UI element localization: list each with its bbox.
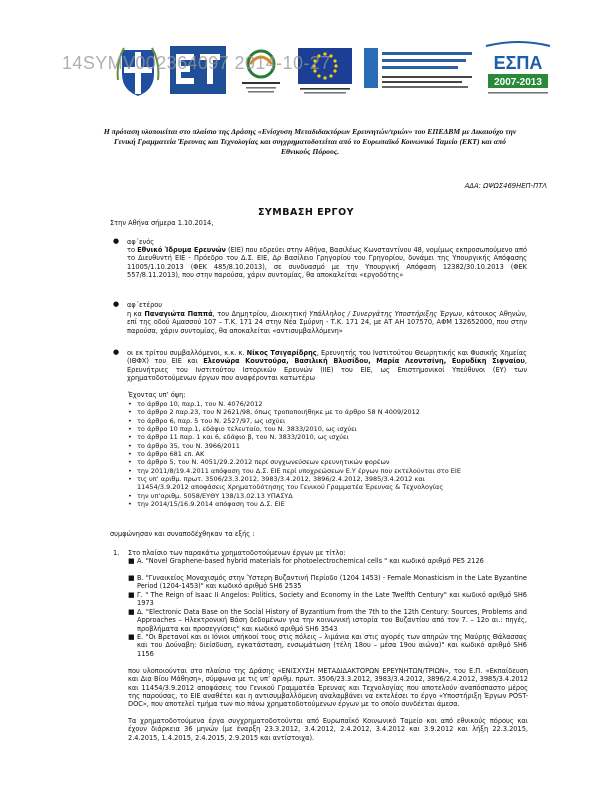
project-item bbox=[128, 574, 527, 591]
party-1-description: (ΕΙΕ) που εδρεύει στην Αθήνα, Βασιλέως Κωνσταντίνου 48, νομίμως εκπροσωπούμενο από το Διευθυντή ΕΙΕ - Πρόεδρο του Δ.Σ. ΕΙΕ, Δρ Βασίλειο Γρηγορίου του Γρηγορίου, δυνάμει της Υπουργικής Απόφασης 11005/1.10.2013 (ΦΕΚ 485/8.10.2013), σε συνδυασμό με την Υπουργική Απόφαση 12382/30.10.2013 (ΦΕΚ 557/8.11.2013), που στην παρούσα, χάριν συντομίας, θα αποκαλείται «εργοδότης» bbox=[127, 246, 527, 279]
regard-list-text: το άρθρο 6, παρ. 5 του Ν. 2527/97, ως ισχύει bbox=[137, 416, 286, 425]
intro-line: Στην Αθήνα σήμερα 1.10.2014, bbox=[110, 219, 214, 227]
bullet-icon: ■ bbox=[128, 633, 135, 641]
regard-list-item bbox=[128, 442, 528, 450]
regard-list-text: το άρθρο 681 επ. ΑΚ bbox=[137, 450, 205, 459]
article-1-number: 1. bbox=[113, 549, 120, 557]
bullet-icon: • bbox=[128, 475, 132, 484]
bullet-icon: • bbox=[128, 400, 132, 408]
project-item bbox=[128, 608, 527, 633]
project-item bbox=[128, 633, 527, 658]
regard-list-text: το άρθρο 10 παρ.1, εδάφιο τελευταίο, του Ν. 3833/2010, ως ισχύει bbox=[137, 425, 357, 434]
party-2-role: Διοικητική Υπάλληλος / Συνεργάτης Υποστήριξης Έργων bbox=[271, 310, 462, 318]
party-2-label: αφ΄ετέρου bbox=[127, 301, 163, 309]
funding-note: Η πρόταση υλοποιείται στο πλαίσιο της Δράσης «Ενίσχυση Μεταδιδακτόρων Ερευνητών/τριών» του ΕΠΕΔΒΜ με Δικαιούχο την Γενική Γραμματεία Έρευνας και Τεχνολογίας και συγχρηματοδοτείται από το Ευρωπαϊκό Κοινωνικό Ταμείο (ΕΚΤ) και από Εθνικούς Πόρους. bbox=[103, 127, 517, 156]
regard-list-item bbox=[128, 433, 528, 441]
bullet-icon: • bbox=[128, 450, 132, 459]
regard-list-text: το άρθρο 2 παρ.23, του Ν 2621/98, όπως τροποποιήθηκε με το άρθρο 58 Ν 4009/2012 bbox=[137, 408, 420, 417]
regard-list-item bbox=[128, 492, 528, 500]
bullet-party-3: ● bbox=[113, 348, 120, 356]
regard-list-item bbox=[128, 467, 528, 475]
party-1-label: αφ΄ενός bbox=[127, 238, 155, 246]
regard-list-text: το άρθρο 11 παρ. 1 και 6, εδάφιο β, του Ν. 3833/2010, ως ισχύει bbox=[137, 433, 349, 442]
party-3-text bbox=[127, 349, 527, 382]
project-item bbox=[128, 591, 527, 608]
party-3-names-2: Ελεονώρα Κουντούρα, Βασιλική Βλυσίδου, Μαρία Λεοντσίνη, Ευρυδίκη Σιφναίου bbox=[203, 357, 525, 366]
regard-list-text: το άρθρο 10, παρ.1, του Ν. 4076/2012 bbox=[137, 400, 263, 408]
party-2-description: , κάτοικος Αθηνών, επί της οδού Αμασσού 107 – Τ.Κ. 171 24 στην Νέα Σμύρνη - Τ.Κ. 171 24, με ΑΤ ΑΗ 107570, ΑΦΜ 132652000, που στην παρούσα, χάριν συντομίας, θα αποκαλείται «αντισυμβαλλόμενη» bbox=[127, 310, 527, 335]
svg-text:ΕΣΠΑ: ΕΣΠΑ bbox=[493, 53, 543, 73]
regard-list-item bbox=[128, 408, 528, 416]
regard-list-text: 11454/3.9.2012 αποφάσεις Χρηματοδότησης του Γενικού Γραμματέα Έρευνας & Τεχνολογίας bbox=[137, 483, 444, 492]
bullet-icon: • bbox=[128, 466, 132, 475]
party-1-prefix: το bbox=[127, 246, 138, 254]
regard-list-text: τις υπ’ αριθμ. πρωτ. 3506/23.3.2012, 3983/3.4.2012, 3896/2.4.2012, 3985/3.4.2012 και bbox=[137, 475, 425, 484]
bullet-icon: • bbox=[128, 458, 132, 467]
party-3-name-1: Νίκος Τσιγαρίδρης bbox=[246, 349, 317, 357]
regard-list-text: την υπ’αριθμ. 5058/ΕΥΘΥ 138/13.02.13 ΥΠΑΣΥΔ bbox=[137, 491, 293, 500]
regard-list-text: το άρθρο 35, του Ν. 3966/2011 bbox=[137, 441, 240, 450]
bullet-icon: • bbox=[128, 408, 132, 417]
regard-list-text: την 2014/15/16.9.2014 απόφαση του Δ.Σ. ΕΙΕ bbox=[137, 500, 285, 509]
regard-list-text: την 2011/8/19.4.2011 απόφαση του Δ.Σ. ΕΙΕ περί υποχρεώσεων Ε.Υ έργων που εκτελούνται στο ΕΙΕ bbox=[137, 466, 461, 475]
regard-list-item bbox=[128, 417, 528, 425]
party-1-text bbox=[127, 246, 527, 279]
document-id-watermark: 14SYMV002364097 2014-10-27 bbox=[62, 53, 331, 73]
party-2-prefix: η κα bbox=[127, 310, 145, 318]
regard-list-item bbox=[128, 475, 528, 483]
agree-line: συμφώνησαν και συναποδέχθηκαν τα εξής : bbox=[110, 530, 255, 538]
article-1-lead: Στο πλαίσιο των παρακάτω χρηματοδοτούμενων έργων με τίτλο: bbox=[128, 549, 346, 557]
bullet-icon: ■ bbox=[128, 608, 135, 616]
bullet-icon: ■ bbox=[128, 574, 135, 582]
project-d: Δ. "Electronic Data Base on the Social History of Byzantium from the 7th to the 12th Century: Sources, Problems and Approaches – Ηλεκτρονική Βάση δεδομένων για την κοινωνική ιστορία του Βυζαντίου από τον 7. – 12ο αι.: πηγές, προβλήματα και προσεγγίσεις" και κωδικό αριθμό SH6 3543 bbox=[137, 608, 527, 633]
regard-list-item bbox=[128, 450, 528, 458]
project-item bbox=[128, 557, 527, 565]
party-2-text bbox=[127, 310, 527, 335]
bullet-icon: • bbox=[128, 500, 132, 509]
project-e: Ε. "Οι Βρετανοί και οι Ιόνιοι υπήκοοί τους στις πόλεις – λιμάνια και στις αγορές των απηρών της Μαύρης Θάλασσας και του Δούναβη: διείσδυση, εγκατάσταση, ενσωμάτωση (τέλη 18ου – μέσα 19ου αιώνα)" και κωδικό αριθμό SH6 1156 bbox=[137, 633, 527, 658]
article-1-body-2: Τα χρηματοδοτούμενα έργα συγχρηματοδοτούνται από Ευρωπαϊκό Κοινωνικό Ταμείο και από εθνικούς πόρους και έχουν διάρκεια 36 μηνών (με έναρξη 23.3.2012, 3.4.2012, 2.4.2012, 3.4.2012 και 3.9.2012 και λήξη 22.3.2015, 2.4.2015, 1.4.2015, 2.4.2015, 2.9.2015 και αντίστοιχα). bbox=[128, 717, 528, 742]
bullet-icon: • bbox=[128, 425, 132, 434]
regard-list-item bbox=[128, 425, 528, 433]
party-1-name: Εθνικό Ίδρυμα Ερευνών bbox=[137, 246, 226, 254]
regard-list-item bbox=[128, 458, 528, 466]
party-3-description: , Ερευνήτριες του Ινστιτούτου Ιστορικών Ερευνών (ΙΙΕ) του ΕΙΕ, ως Επιστημονικοί Υπεύθυνοι (ΕΥ) των χρηματοδοτούμενων έργων που αναφέρονται κατωτέρω bbox=[127, 357, 527, 382]
bullet-icon: • bbox=[128, 433, 132, 442]
bullet-icon: • bbox=[128, 491, 132, 500]
party-2-mid: , του Δημητρίου, bbox=[212, 310, 272, 318]
bullet-party-2: ● bbox=[113, 300, 120, 308]
regard-list-item bbox=[128, 400, 528, 408]
svg-text:2007-2013: 2007-2013 bbox=[494, 77, 542, 88]
ada-code: ΑΔΑ: ΩΨΩΣ469ΗΕΠ-ΠΤΛ bbox=[464, 182, 547, 190]
espa-logo bbox=[482, 40, 554, 100]
bullet-icon: ■ bbox=[128, 591, 135, 599]
regard-list bbox=[128, 400, 528, 508]
party-2-name: Παναγιώτα Παππά bbox=[144, 310, 213, 318]
article-1-body: που υλοποιούνται στο πλαίσιο της Δράσης «ΕΝΙΣΧΥΣΗ ΜΕΤΑΔΙΔΑΚΤΟΡΩΝ ΕΡΕΥΝΗΤΩΝ/ΤΡΙΩΝ», του Ε.Π. «Εκπαίδευση και Δια Βίου Μάθηση», σύμφωνα με τις υπ’ αριθμ. πρωτ. 3506/23.3.2012, 3983/3.4.2012, 3896/2.4.2012, 3985/3.4.2012 και 11454/3.9.2012 αποφάσεις του Γενικού Γραμματέα Έρευνας και Τεχνολογίας που αποτελούν αναπόσπαστο μέρος της παρούσας, το ΕΙΕ αναθέτει και η αντισυμβαλλόμενη αναλαμβάνει να εκτελέσει το έργο «Υποστήριξη Έργων POST-DOC», που αποτελεί τμήμα των πιο πάνω χρηματοδοτούμενων έργων με το οποίο συνδέεται άμεσα. bbox=[128, 667, 528, 709]
regard-list-text: το άρθρο 5, του Ν. 4051/29.2.2012 περί συγχωνεύσεων ερευνητικών φορέων bbox=[137, 458, 390, 467]
project-b: Β. "Γυναικείος Μοναχισμός στην Ύστερη Βυζαντινή Περίοδο (1204 1453) - Female Monasticism in the Late Byzantine Period (1204-1453)" και κωδικό αριθμό SH6 2535 bbox=[137, 574, 527, 591]
bullet-icon: ■ bbox=[128, 557, 135, 565]
regard-list-item bbox=[128, 500, 528, 508]
regard-list-item bbox=[128, 483, 528, 491]
party-3-prefix: οι εκ τρίτου συμβαλλόμενοι, κ.κ. κ. bbox=[127, 349, 247, 357]
page-title: ΣΥΜΒΑΣΗ ΕΡΓΟΥ bbox=[257, 207, 355, 218]
project-a: Α. "Novel Graphene-based hybrid materials for photoelectrochemical cells " και κωδικό αριθμό PE5 2126 bbox=[137, 557, 484, 565]
party-3-mid: , Ερευνητής του Ινστιτούτου Θεωρητικής και Φυσικής Χημείας (ΙΘΦΧ) του ΕΙΕ και bbox=[127, 349, 527, 366]
regard-label: Έχοντας υπ’ όψη: bbox=[128, 391, 186, 399]
bullet-icon: • bbox=[128, 441, 132, 450]
project-c: Γ. " The Reign of Isaac II Angelos: Politics, Society and Economy in the Late Twelfth Century" και κωδικό αριθμό SH6 1973 bbox=[137, 591, 527, 608]
ministry-text-logo bbox=[364, 40, 474, 100]
bullet-icon: • bbox=[128, 416, 132, 425]
bullet-party-1: ● bbox=[113, 237, 120, 245]
